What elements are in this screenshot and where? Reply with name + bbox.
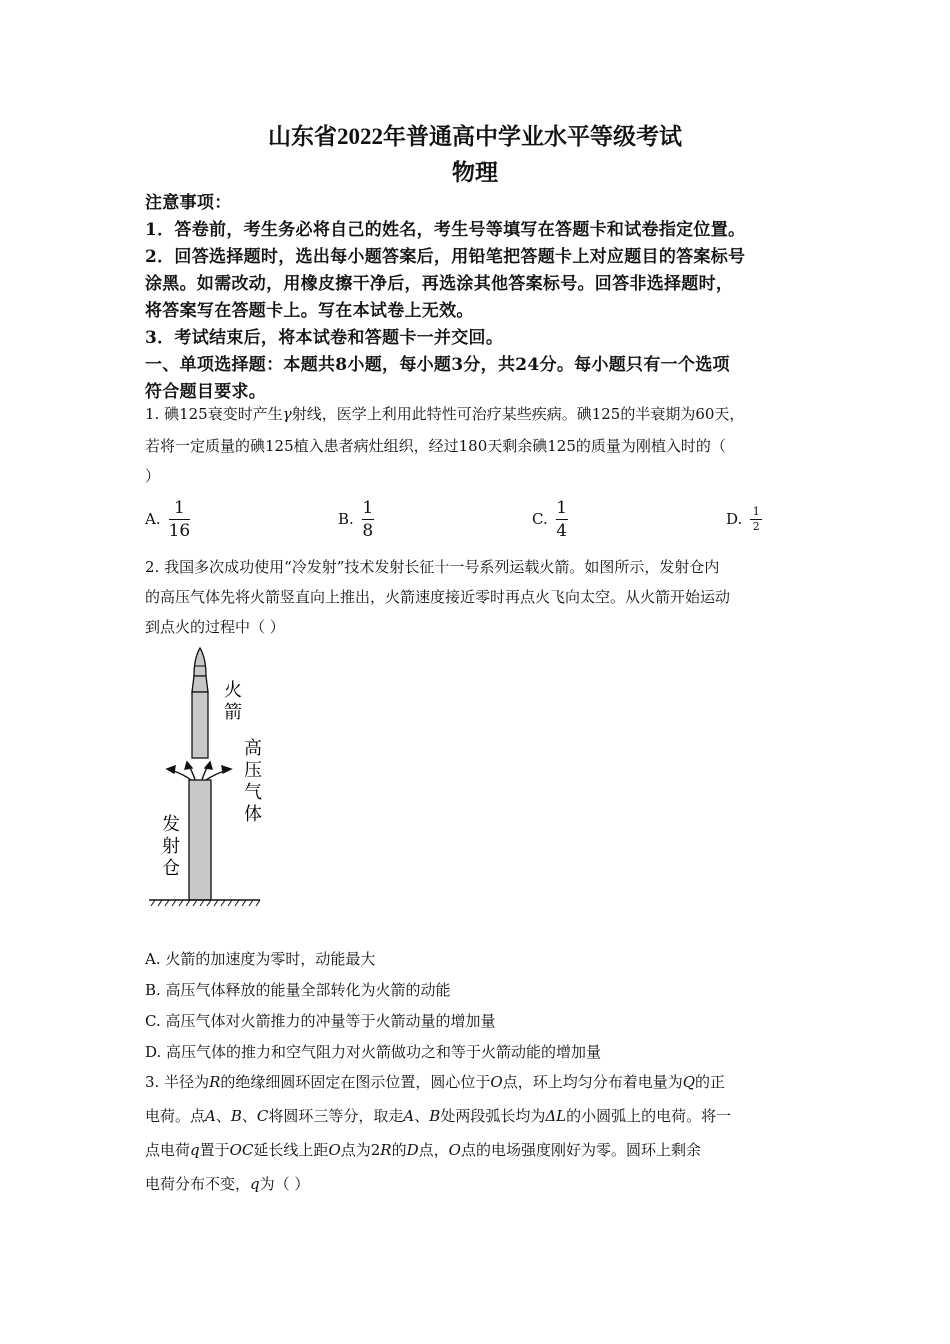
notice-item-2-end: 将答案写在答题卡上。写在本试卷上无效。 <box>145 301 474 321</box>
exam-subject: 物理 <box>452 160 498 185</box>
q2-option-a[interactable]: A. 火箭的加速度为零时，动能最大 <box>145 950 376 968</box>
q3-line-1: 3. 半径为R的绝缘细圆环固定在图示位置，圆心位于O点，环上均匀分布着电量为Q的正 <box>145 1073 726 1091</box>
q2-option-d[interactable]: D. 高压气体的推力和空气阻力对火箭做功之和等于火箭动能的增加量 <box>145 1043 602 1061</box>
q1-options <box>145 494 805 544</box>
q1-line-3: ） <box>145 467 161 485</box>
q3-line-3: 点电荷q置于OC延长线上距O点为2R的D点，O点的电场强度刚好为零。圆环上剩余 <box>145 1141 701 1159</box>
q2-option-b[interactable]: B. 高压气体释放的能量全部转化为火箭的动能 <box>145 981 451 999</box>
q2-line-2: 的高压气体先将火箭竖直向上推出，火箭速度接近零时再点火飞向太空。从火箭开始运动 <box>145 588 731 606</box>
ground-icon <box>149 900 260 906</box>
q3-line-4: 电荷分布不变，q为（ ） <box>145 1175 310 1193</box>
q2-line-1: 2. 我国多次成功使用“冷发射”技术发射长征十一号系列运载火箭。如图所示，发射仓内 <box>145 558 720 576</box>
q2-line-3: 到点火的过程中（ ） <box>145 618 285 636</box>
notice-heading: 注意事项： <box>145 193 232 213</box>
exam-title: 山东省2022年普通高中学业水平等级考试 <box>268 124 682 149</box>
q1-option-a[interactable]: A. $\frac{1}{16}$ <box>145 497 191 541</box>
q3-line-2: 电荷。点A、B、C将圆环三等分，取走A、B处两段弧长均为ΔL的小圆弧上的电荷。将一 <box>145 1107 732 1125</box>
gas-label: 压 <box>244 760 262 781</box>
gas-arrows-icon <box>167 762 231 780</box>
silo-icon <box>189 780 211 900</box>
rocket-launch-figure <box>145 642 275 912</box>
fraction: $\frac{1}{16}$ <box>168 497 191 541</box>
silo-label: 射 <box>162 836 180 857</box>
q1-option-b[interactable]: B. $\frac{1}{8}$ <box>338 497 374 541</box>
section-heading: 一、单项选择题：本题共8小题，每小题3分，共24分。每小题只有一个选项 <box>145 355 730 375</box>
gamma-symbol: γ <box>282 405 292 423</box>
section-heading-cont: 符合题目要求。 <box>145 382 267 402</box>
fraction: $\frac{1}{2}$ <box>750 506 762 533</box>
gas-label: 体 <box>244 804 262 825</box>
notice-item-2: 2．回答选择题时，选出每小题答案后，用铅笔把答题卡上对应题目的答案标号 <box>145 247 746 267</box>
gas-label: 气 <box>244 782 262 803</box>
q2-option-c[interactable]: C. 高压气体对火箭推力的冲量等于火箭动量的增加量 <box>145 1012 496 1030</box>
rocket-label: 火 <box>224 680 242 701</box>
notice-item-2-cont: 涂黑。如需改动，用橡皮擦干净后，再选涂其他答案标号。回答非选择题时， <box>145 274 734 294</box>
fraction: $\frac{1}{4}$ <box>556 497 568 541</box>
q1-option-c[interactable]: C. $\frac{1}{4}$ <box>532 497 568 541</box>
notice-item-3: 3．考试结束后，将本试卷和答题卡一并交回。 <box>145 328 504 348</box>
silo-label: 发 <box>162 814 180 835</box>
silo-label: 仓 <box>162 858 180 879</box>
delta-l-symbol: ΔL <box>545 1107 567 1125</box>
fraction: $\frac{1}{8}$ <box>362 497 374 541</box>
gas-label: 高 <box>244 738 262 759</box>
rocket-icon <box>192 648 208 758</box>
q1-option-d[interactable]: D. $\frac{1}{2}$ <box>726 494 762 544</box>
q1-line-2: 若将一定质量的碘125植入患者病灶组织，经过180天剩余碘125的质量为刚植入时的（ <box>145 437 726 455</box>
notice-item-1: 1．答卷前，考生务必将自己的姓名，考生号等填写在答题卡和试卷指定位置。 <box>145 220 746 240</box>
rocket-label: 箭 <box>224 702 242 723</box>
q1-line-1: 1. 碘125衰变时产生γ射线，医学上利用此特性可治疗某些疾病。碘125的半衰期为60天， <box>145 405 745 423</box>
